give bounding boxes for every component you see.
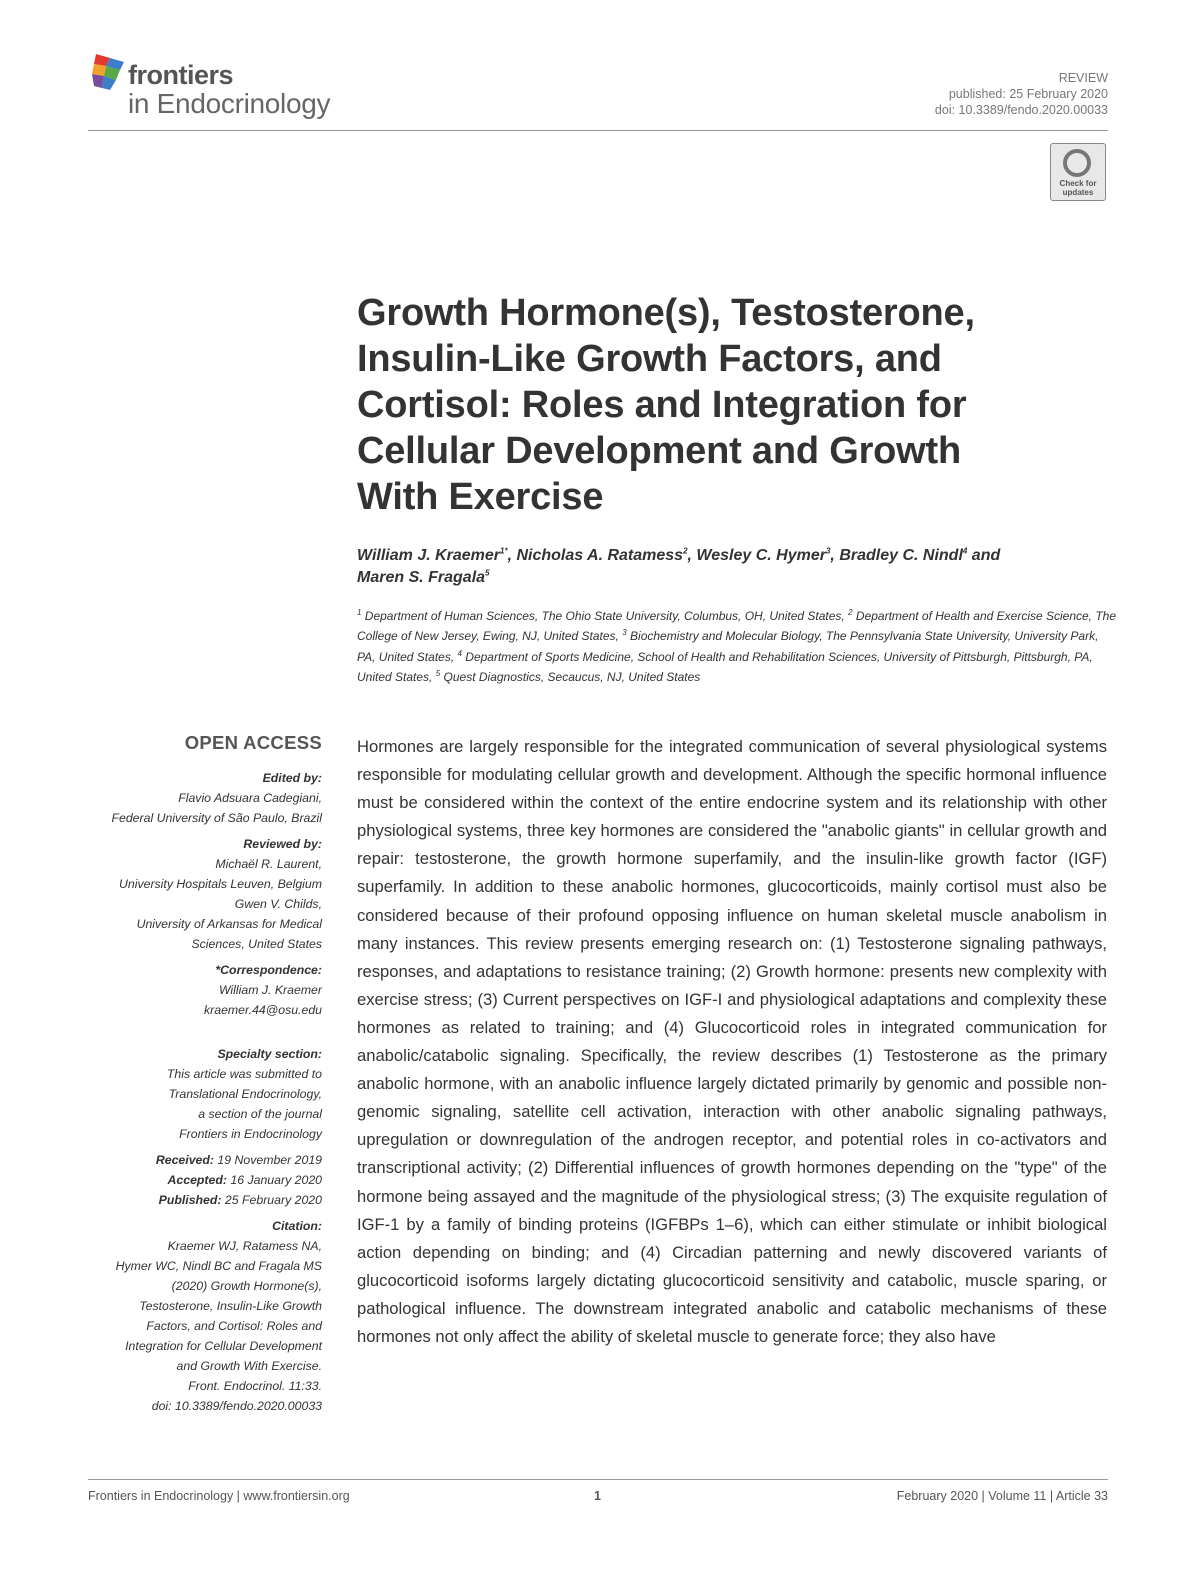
title-line: With Exercise: [357, 476, 604, 518]
header-divider: [88, 130, 1108, 131]
editor-name[interactable]: Flavio Adsuara Cadegiani,: [178, 791, 322, 805]
affil-text: Quest Diagnostics, Secaucus, NJ, United States: [440, 669, 701, 684]
badge-label: [1051, 179, 1105, 197]
edited-by-label: Edited by:: [262, 771, 322, 785]
accepted-date: [88, 1170, 322, 1190]
specialty-section: [88, 1044, 322, 1144]
citation-line: Testosterone, Insulin-Like Growth: [139, 1299, 322, 1313]
affil-number: 5: [435, 668, 441, 678]
title-line: Cortisol: Roles and Integration for: [357, 384, 967, 426]
affil-number: 4: [457, 648, 462, 658]
title-line: Cellular Development and Growth: [357, 430, 962, 472]
affil-text: Department of Health and Exercise Science, The College of New Jersey, Ewing, NJ, United States,: [357, 609, 1117, 644]
author-separator: ,: [830, 547, 840, 564]
reviewer-affiliation: University Hospitals Leuven, Belgium: [119, 877, 322, 891]
dates-section: [88, 1150, 322, 1210]
correspondence-email-link[interactable]: kraemer.44@osu.edu: [204, 1003, 322, 1017]
frontiers-logo-icon: [90, 52, 126, 94]
article-title: [357, 290, 1117, 520]
accepted-value: 16 January 2020: [226, 1173, 322, 1187]
doi-link[interactable]: doi: 10.3389/fendo.2020.00033: [934, 103, 1108, 117]
author-separator: ,: [687, 547, 697, 564]
citation-label: Citation:: [272, 1219, 322, 1233]
open-access-label: OPEN ACCESS: [184, 732, 322, 753]
citation-section: [88, 1216, 322, 1416]
received-value: 19 November 2019: [213, 1153, 322, 1167]
footer-divider: [88, 1479, 1108, 1480]
journal-logo[interactable]: [88, 50, 388, 125]
author-affil-ref: 1*: [500, 546, 508, 556]
correspondence-label: *Correspondence:: [215, 963, 322, 977]
update-check-icon: [1063, 149, 1091, 177]
author-name[interactable]: Maren S. Fragala: [357, 569, 486, 586]
published-date: published: 25 February 2020: [948, 87, 1108, 101]
affil-text: Biochemistry and Molecular Biology, The Pennsylvania State University, University Park, PA, United States,: [357, 629, 1099, 664]
reviewer-affiliation: Sciences, United States: [191, 937, 322, 951]
affil-text: Department of Human Sciences, The Ohio State University, Columbus, OH, United States,: [361, 609, 849, 623]
author-affil-ref: 3: [825, 546, 831, 556]
title-line: Insulin-Like Growth Factors, and: [357, 338, 942, 380]
published-label: Published:: [158, 1193, 222, 1207]
author-affil-ref: 2: [683, 546, 688, 556]
correspondence-section: [88, 960, 322, 1020]
specialty-line: a section of the journal: [198, 1107, 322, 1121]
author-separator: and: [967, 547, 1001, 564]
specialty-line: This article was submitted to: [166, 1067, 322, 1081]
author-name[interactable]: William J. Kraemer: [357, 547, 501, 564]
badge-line-1: Check for: [1059, 179, 1097, 188]
sidebar-spacer: [88, 1026, 322, 1044]
footer-issue-info: February 2020 | Volume 11 | Article 33: [896, 1489, 1108, 1503]
article-meta: [935, 70, 1108, 118]
reviewer-name[interactable]: Gwen V. Childs,: [234, 897, 322, 911]
editor-affiliation: Federal University of São Paulo, Brazil: [111, 811, 322, 825]
article-type: REVIEW: [1058, 71, 1108, 85]
citation-line: and Growth With Exercise.: [176, 1359, 322, 1373]
affil-number: 1: [357, 608, 362, 617]
affil-text: Department of Sports Medicine, School of Health and Rehabilitation Sciences, University of Pittsburgh, Pittsburgh, PA, United States,: [357, 649, 1093, 684]
affil-number: 2: [848, 608, 853, 617]
citation-line: Front. Endocrinol. 11:33.: [188, 1379, 322, 1393]
edited-by-section: [88, 768, 322, 828]
author-name[interactable]: Wesley C. Hymer: [696, 547, 826, 564]
author-name[interactable]: Nicholas A. Ratamess: [516, 547, 684, 564]
reviewer-name[interactable]: Michaël R. Laurent,: [215, 857, 322, 871]
logo-wordmark: frontiers: [128, 60, 234, 90]
logo-journal-name: in Endocrinology: [128, 88, 331, 119]
citation-line: (2020) Growth Hormone(s),: [171, 1279, 322, 1293]
reviewer-affiliation: University of Arkansas for Medical: [136, 917, 322, 931]
citation-line: Integration for Cellular Development: [125, 1339, 322, 1353]
reviewed-by-section: [88, 834, 322, 954]
author-list: [357, 545, 1117, 589]
citation-doi-link[interactable]: doi: 10.3389/fendo.2020.00033: [151, 1399, 322, 1413]
received-date: [88, 1150, 322, 1170]
citation-line: Factors, and Cortisol: Roles and: [146, 1319, 322, 1333]
title-line: Growth Hormone(s), Testosterone,: [357, 292, 975, 334]
accepted-label: Accepted:: [167, 1173, 227, 1187]
reviewed-by-label: Reviewed by:: [243, 837, 322, 851]
received-label: Received:: [155, 1153, 214, 1167]
specialty-line: Frontiers in Endocrinology: [179, 1127, 322, 1141]
citation-line: Hymer WC, Nindl BC and Fragala MS: [115, 1259, 322, 1273]
affiliations: [357, 606, 1117, 687]
footer-journal-link[interactable]: Frontiers in Endocrinology | www.frontiersin.org: [88, 1489, 350, 1503]
page-header: [88, 50, 1108, 130]
page-number: 1: [594, 1489, 601, 1503]
author-name[interactable]: Bradley C. Nindl: [839, 547, 963, 564]
affil-number: 3: [622, 628, 627, 638]
check-for-updates-button[interactable]: [1050, 143, 1106, 201]
published-value: 25 February 2020: [221, 1193, 322, 1207]
specialty-label: Specialty section:: [217, 1047, 322, 1061]
correspondence-name: William J. Kraemer: [218, 983, 322, 997]
author-affil-ref: 4: [962, 546, 968, 556]
citation-line: Kraemer WJ, Ratamess NA,: [167, 1239, 322, 1253]
article-sidebar: [88, 730, 322, 1422]
badge-line-2: updates: [1062, 188, 1094, 197]
author-affil-ref: 5: [485, 568, 490, 578]
abstract-text: Hormones are largely responsible for the integrated communication of several physiological systems responsible for modulating cellular growth and development. Although the specific hormonal influence must be considered within the context of the entire endocrine system and its relationship with other physiological systems, three key hormones are considered the "anabolic giants" in cellular growth and repair: testosterone, the growth hormone superfamily, and the insulin-like growth factor (IGF) superfamily. In addition to these anabolic hormones, glucocorticoids, mainly cortisol must also be considered because of their profound opposing influence on human skeletal muscle anabolism in many instances. This review presents emerging research on: (1) Testosterone signaling pathways, responses, and adaptations to resistance training; (2) Growth hormone: presents new complexity with exercise stress; (3) Current perspectives on IGF-I and physiological adaptations and complexity these hormones as related to training; and (4) Glucocorticoid roles in integrated communication for anabolic/catabolic signaling. Specifically, the review describes (1) Testosterone as the primary anabolic hormone, with an anabolic influence largely dictated primarily by genomic and possible non-genomic signaling, satellite cell activation, interaction with other anabolic signaling pathways, upregulation or downregulation of the androgen receptor, and potential roles in co-activators and transcriptional activity; (2) Differential influences of growth hormones depending on the "type" of the hormone being assayed and the magnitude of the physiological stress; (3) The exquisite regulation of IGF-1 by a family of binding proteins (IGFBPs 1–6), which can either stimulate or inhibit biological action depending on binding; and (4) Circadian patterning and newly discovered variants of glucocorticoid isoforms largely dictating glucocorticoid sensitivity and catabolic, muscle sparing, or pathological influence. The downstream integrated anabolic and catabolic mechanisms of these hormones not only affect the ability of skeletal muscle to generate force; they also have: [357, 737, 1107, 1346]
specialty-line: Translational Endocrinology,: [168, 1087, 322, 1101]
published-date-sidebar: [88, 1190, 322, 1210]
author-separator: ,: [507, 547, 517, 564]
